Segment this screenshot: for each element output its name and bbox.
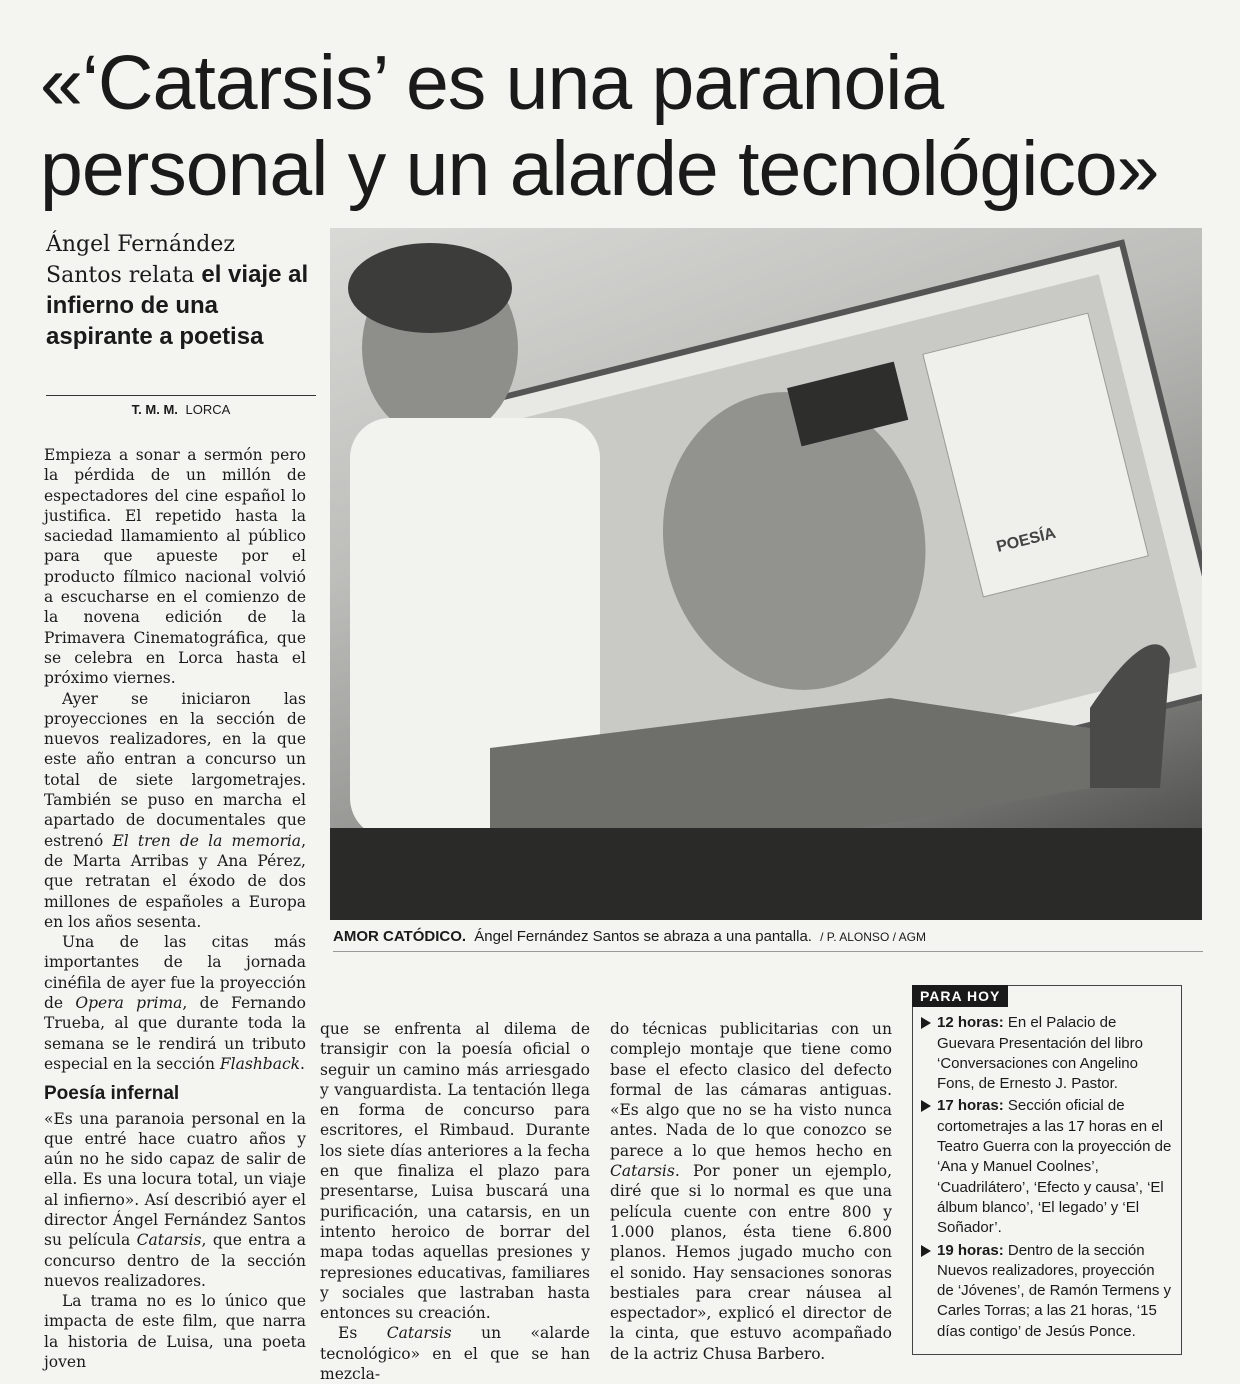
film-title: Catarsis: [386, 1324, 452, 1343]
photo-floor: [330, 828, 1202, 920]
section-title: Flashback: [219, 1054, 301, 1073]
sidebar-event: [921, 1013, 1173, 1094]
film-title: El tren de la memoria: [112, 831, 302, 850]
paragraph-text: . Por poner un ejemplo, diré que si lo normal es que una película cuente con entre 800 y 1.000 planos, ésta tiene 6.800 planos. Hemos jugado mucho con el sonido. Hay sensaciones sonoras bestiales para crear náusea al espectador», explicó el director de la cinta, que estuvo acompañado de la actriz Chusa Barbero.: [610, 1162, 892, 1363]
paragraph-text: Ayer se iniciaron las proyecciones en la sección de nuevos realizadores, en la que este año entran a concurso un total de siete largometrajes. También se puso en marcha el apartado de documentales que estrenó: [44, 689, 306, 850]
byline-initials: T. M. M.: [131, 402, 178, 417]
film-title: Catarsis: [610, 1162, 675, 1181]
deck-bold: el viaje al infierno de una aspirante a poetisa: [46, 261, 309, 350]
sidebar-event: [921, 1096, 1173, 1238]
paragraph: [320, 1323, 590, 1384]
sidebar-tag: PARA HOY: [912, 985, 1008, 1007]
film-title: Opera prima: [75, 994, 183, 1013]
paragraph: [44, 932, 306, 1074]
article-column-3: [610, 1019, 892, 1364]
photo-illustration: [330, 228, 1202, 920]
article-column-1: [44, 445, 306, 1372]
paragraph-text: do técnicas publicitarias con un complejo montaje que tiene como base el efecto clasico del defecto formal de las cámaras antiguas. «Es algo que no se ha visto nunca antes. Nada de lo que conozco se parece a lo que hemos hecho en: [610, 1020, 892, 1160]
caption-text: Ángel Fernández Santos se abraza a una pantalla.: [474, 928, 812, 945]
paragraph: [44, 1109, 306, 1292]
paragraph-text: Una de las citas más importantes de la jornada cinéfila de ayer fue la proyección de: [44, 933, 306, 1013]
paragraph-text: un «alarde tecnológico» en el que se han mezcla-: [320, 1324, 590, 1384]
event-time: 17 horas:: [937, 1097, 1004, 1115]
paragraph-text: «Es una paranoia personal en la que entré hace cuatro años y aún no he sido capaz de salir de ella. Es una locura total, un viaje al infierno». Así describió ayer el director Ángel Fernández Santos su película: [44, 1109, 306, 1250]
paragraph: [610, 1019, 892, 1364]
triangle-bullet-icon: [921, 1245, 931, 1257]
event-time: 12 horas:: [937, 1014, 1004, 1032]
event-time: 19 horas:: [937, 1241, 1004, 1259]
triangle-bullet-icon: [921, 1100, 931, 1112]
paragraph-text: .: [300, 1054, 305, 1073]
event-text: Sección oficial de cortometrajes a las 17 horas en el Teatro Guerra con la proyección de ‘Ana y Manuel Coolnes’, ‘Cuadrilátero’, ‘Efecto y causa’, ‘El álbum blanco’, ‘El legado’ y ‘El Soñador’.: [937, 1097, 1172, 1237]
paragraph: que se enfrenta al dilema de transigir con la poesía oficial o seguir un camino más arriesgado y vanguardista. La tentación llega en forma de concurso para escritores, el Rimbaud. Durante los siete días anteriores a la fecha en que finaliza el plazo para presentarse, Luisa buscará una purificación, una catarsis, en un intento heroico de borrar del mapa todas aquellas presiones y represiones educativas, familiares y sociales que lastraban hasta entonces su creación.: [320, 1020, 590, 1323]
subhead: Poesía infernal: [44, 1083, 180, 1105]
photo: [330, 228, 1202, 920]
caption-credit: / P. ALONSO / AGM: [820, 930, 926, 944]
article-column-2: [320, 1019, 590, 1384]
triangle-bullet-icon: [921, 1017, 931, 1029]
byline: [46, 395, 316, 417]
byline-place: LORCA: [185, 402, 231, 417]
deck-plain: Ángel Fernández Santos relata: [46, 232, 235, 288]
paragraph: La trama no es lo único que impacta de este film, que narra la historia de Luisa, una poeta joven: [44, 1292, 306, 1372]
paragraph: [44, 689, 306, 933]
caption-lead: AMOR CATÓDICO.: [333, 928, 467, 945]
paragraph: Empieza a sonar a sermón pero la pérdida de un millón de espectadores del cine español lo justifica. El repetido hasta la saciedad llamamiento al público para que apueste por el producto fílmico nacional volvió a escucharse en el comienzo de la novena edición de la Primavera Cinematográfica, que se celebra en Lorca hasta el próximo viernes.: [44, 446, 306, 688]
deck: [46, 230, 316, 353]
poster-text: POESÍA: [994, 524, 1058, 556]
paragraph-text: , de Fernando Trueba, al que durante toda la semana se le rendirá un tributo especial en la sección: [44, 994, 307, 1073]
film-title: Catarsis: [136, 1231, 202, 1250]
sidebar-event: [921, 1241, 1173, 1342]
event-text: Dentro de la sección Nuevos realizadores, proyección de ‘Jóvenes’, de Ramón Termens y Carles Torras; a las 21 horas, ‘15 días contigo’ de Jesús Ponce.: [937, 1241, 1172, 1340]
man-hair: [348, 243, 512, 333]
event-text: En el Palacio de Guevara Presentación del libro ‘Conversaciones con Angelino Fons, de Ernesto J. Pastor.: [937, 1014, 1143, 1093]
paragraph-text: , que entra a concurso dentro de la sección nuevos realizadores.: [44, 1231, 306, 1290]
paragraph-text: , de Marta Arribas y Ana Pérez, que retratan el éxodo de dos millones de españoles a Europa en los años sesenta.: [44, 831, 306, 931]
photo-caption: [333, 928, 1203, 952]
headline: «‘Catarsis’ es una paranoia personal y un alarde tecnológico»: [40, 40, 1159, 212]
para-hoy-sidebar: [912, 985, 1182, 1355]
paragraph-text: Es: [338, 1324, 358, 1343]
